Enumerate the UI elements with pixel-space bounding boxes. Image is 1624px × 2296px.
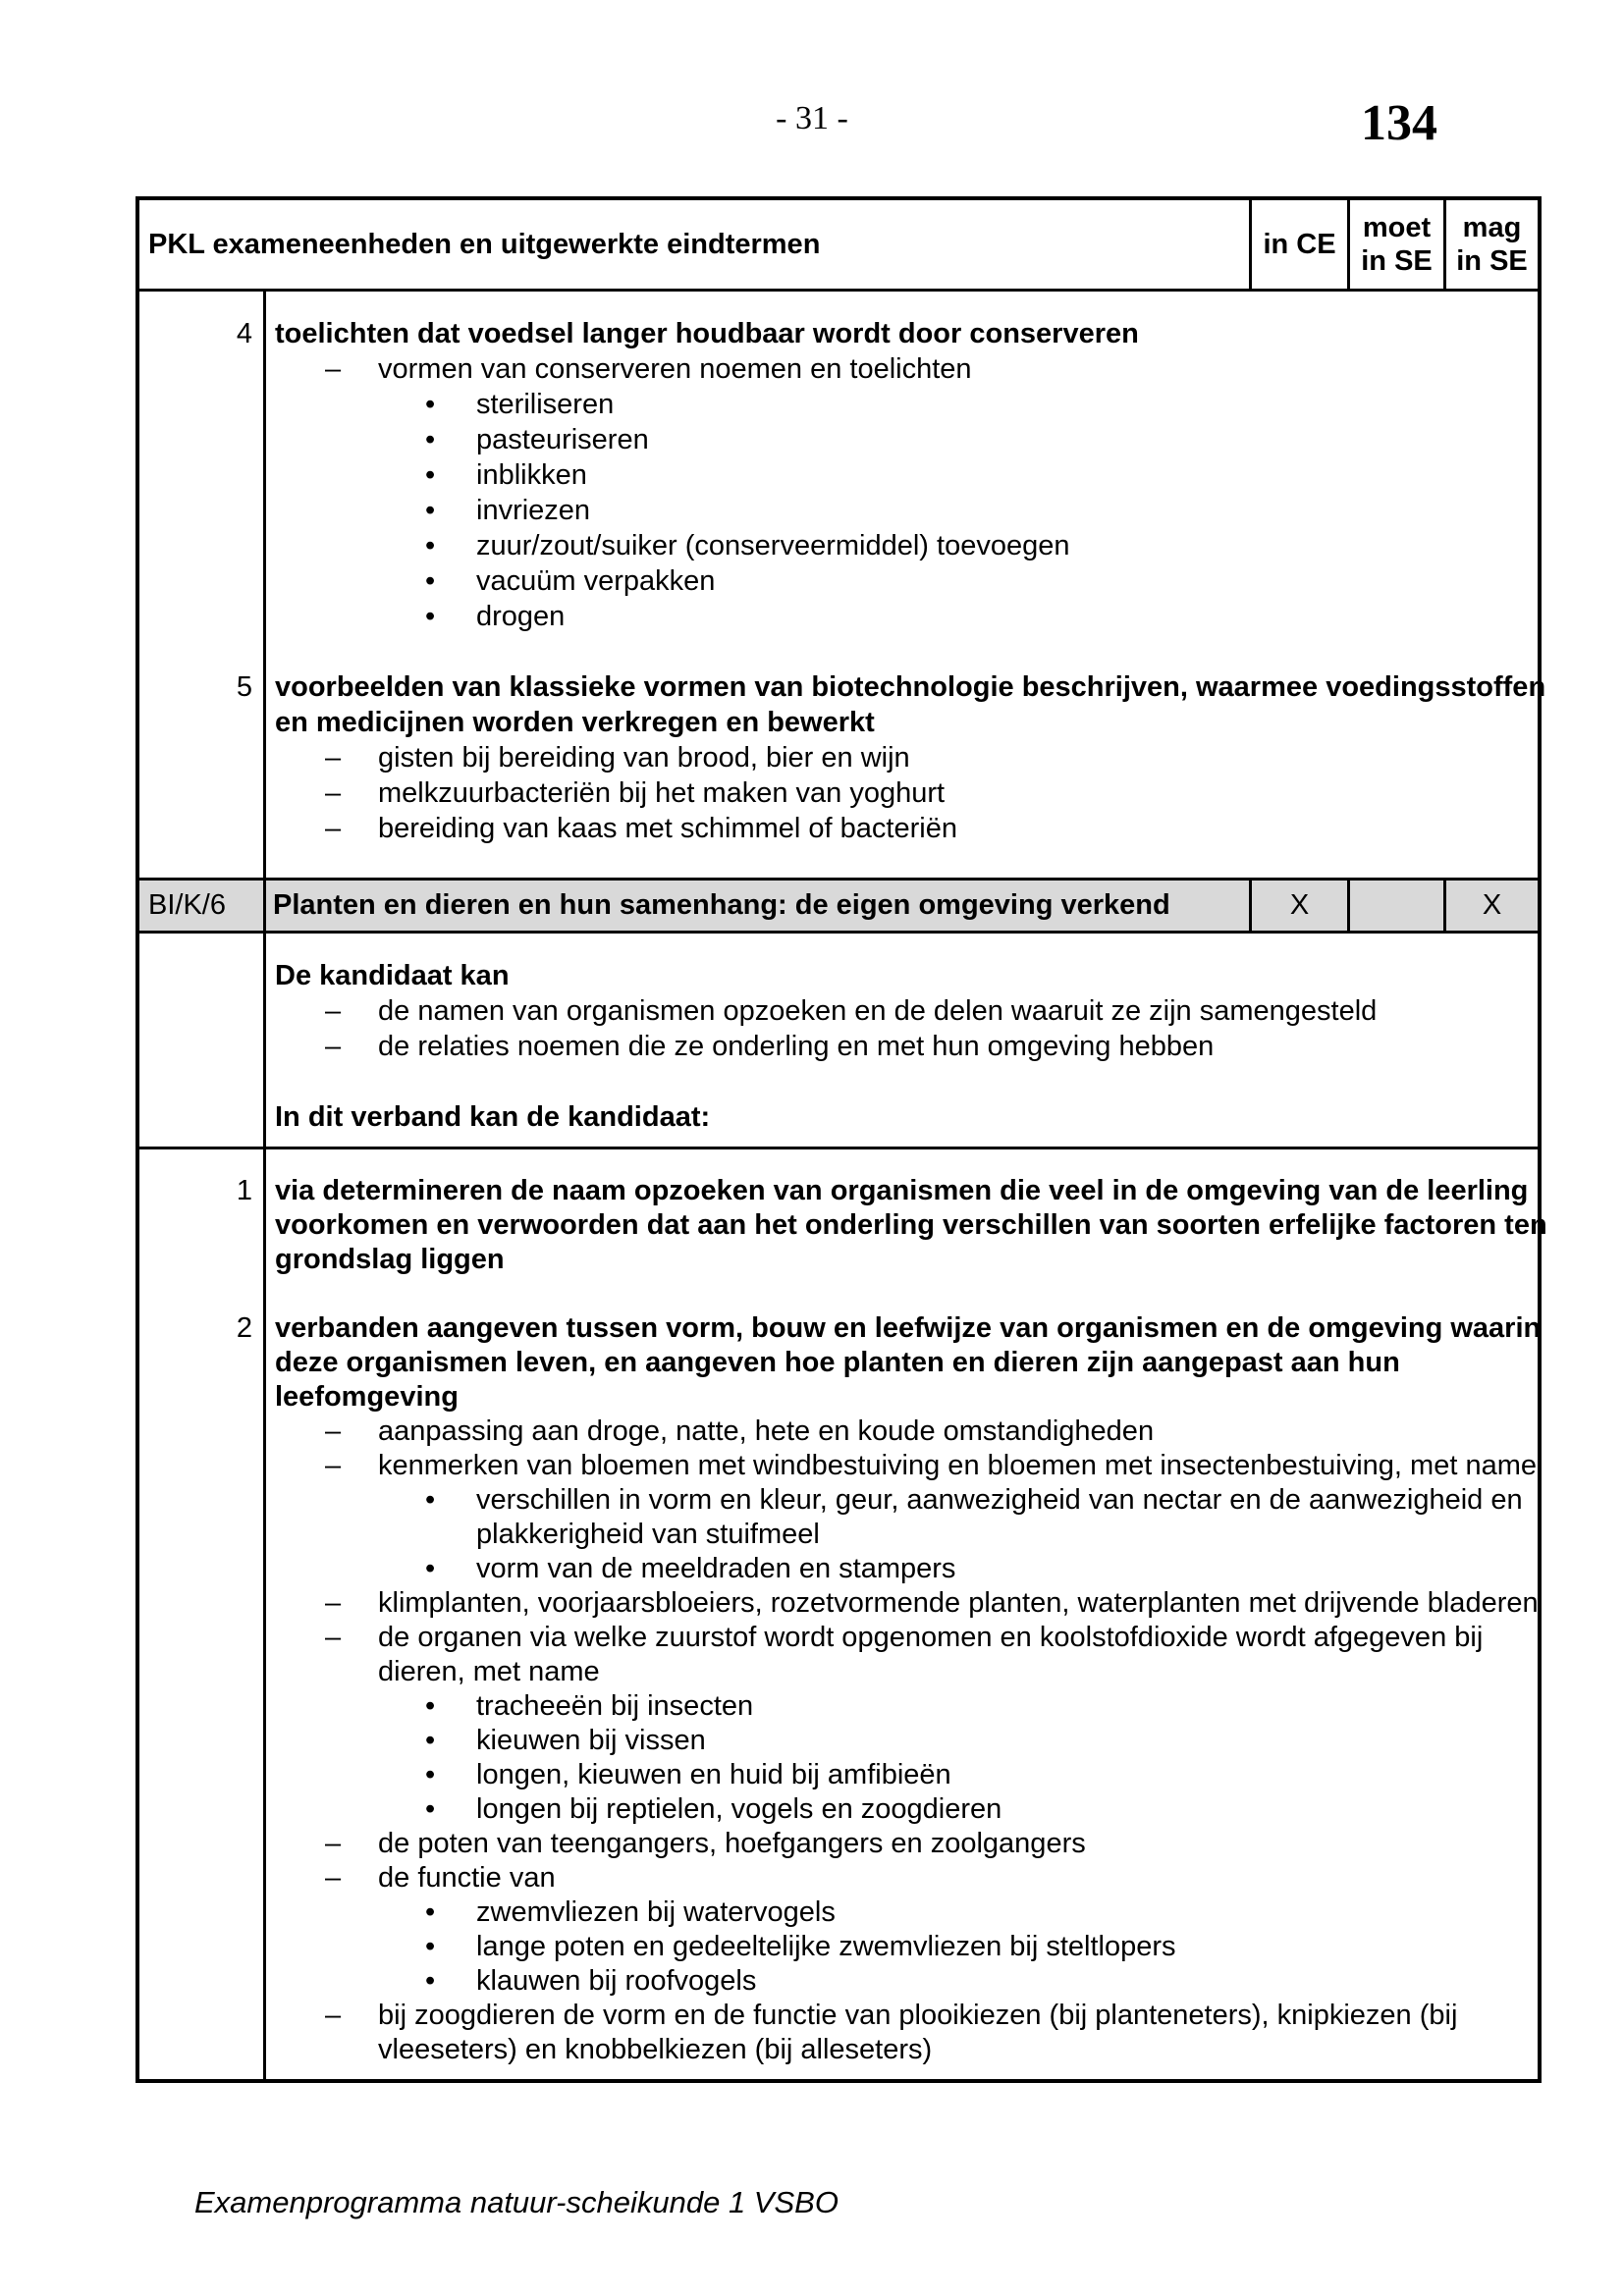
eindterm-entry <box>139 669 1546 846</box>
unit-mag-in-se-mark: X <box>1443 881 1538 931</box>
text-line <box>266 1896 1538 1930</box>
line-text: deze organismen leven, en aangeven hoe planten en dieren zijn aangepast aan hun <box>275 1347 1400 1378</box>
text-line <box>266 1930 1538 1964</box>
line-text: In dit verband kan de kandidaat: <box>275 1101 711 1133</box>
text-line <box>266 993 1538 1029</box>
line-text: drogen <box>476 601 566 632</box>
unit-in-ce-mark: X <box>1249 881 1347 931</box>
line-text: gisten bij bereiding van brood, bier en wijn <box>378 742 910 774</box>
dash-marker: – <box>325 2000 342 2031</box>
text-line <box>266 1689 1538 1724</box>
bullet-marker: • <box>425 530 436 561</box>
line-text: klauwen bij roofvogels <box>476 1965 757 1997</box>
bullet-marker: • <box>425 1484 436 1516</box>
line-text: voorbeelden van klassieke vormen van biotechnologie beschrijven, waarmee voedingsstoffen <box>275 671 1546 703</box>
text-line <box>266 669 1546 705</box>
line-text: kenmerken van bloemen met windbestuiving en bloemen met insectenbestuiving, met name <box>378 1450 1537 1481</box>
eindterm-number: 2 <box>236 1312 252 1344</box>
text-line <box>266 1174 1538 1208</box>
bullet-marker: • <box>425 1793 436 1825</box>
line-text: aanpassing aan droge, natte, hete en koude omstandigheden <box>378 1415 1155 1447</box>
dash-marker: – <box>325 1862 342 1894</box>
text-line <box>266 528 1538 563</box>
dash-marker: – <box>325 813 342 844</box>
line-text: vormen van conserveren noemen en toelichten <box>378 353 972 385</box>
line-text: dieren, met name <box>378 1656 600 1687</box>
eindterm-block <box>139 1147 1547 2079</box>
eindterm-number: 4 <box>236 318 252 349</box>
text-line <box>266 1243 1538 1277</box>
text-line <box>266 1655 1538 1689</box>
line-text: via determineren de naam opzoeken van organismen die veel in de omgeving van de leerling <box>275 1175 1529 1206</box>
bullet-marker: • <box>425 565 436 597</box>
text-line <box>266 1449 1538 1483</box>
column-header-moet-in-se: moet in SE <box>1347 200 1443 289</box>
text-line <box>266 387 1538 422</box>
text-line <box>266 1099 1538 1135</box>
line-text: vorm van de meeldraden en stampers <box>476 1553 956 1584</box>
line-text: leefomgeving <box>275 1381 459 1413</box>
line-text: verschillen in vorm en kleur, geur, aanwezigheid van nectar en de aanwezigheid en <box>476 1484 1523 1516</box>
line-text: inblikken <box>476 459 587 491</box>
line-text: lange poten en gedeeltelijke zwemvliezen bij steltlopers <box>476 1931 1176 1962</box>
dash-marker: – <box>325 1031 342 1062</box>
bullet-marker: • <box>425 1759 436 1790</box>
text-line <box>266 1792 1538 1827</box>
eindterm-block <box>139 292 1546 878</box>
dash-marker: – <box>325 1415 342 1447</box>
line-text: bij zoogdieren de vorm en de functie van plooikiezen (bij planteneters), knipkiezen (bij <box>378 2000 1458 2031</box>
text-line <box>266 958 1538 993</box>
text-line <box>266 811 1538 846</box>
text-line <box>266 351 1538 387</box>
text-line <box>266 599 1538 634</box>
eindterm-block <box>139 934 1538 1147</box>
text-line <box>266 1311 1542 1346</box>
text-line <box>266 1518 1538 1552</box>
text-line <box>266 1964 1538 1999</box>
line-text: bereiding van kaas met schimmel of bacteriën <box>378 813 957 844</box>
line-text: invriezen <box>476 495 591 526</box>
eindterm-number: 5 <box>236 671 252 703</box>
line-text: de organen via welke zuurstof wordt opgenomen en koolstofdioxide wordt afgegeven bij <box>378 1622 1484 1653</box>
bullet-marker: • <box>425 1896 436 1928</box>
text-line <box>266 740 1538 775</box>
bullet-marker: • <box>425 1965 436 1997</box>
text-line <box>266 775 1538 811</box>
bullet-marker: • <box>425 1931 436 1962</box>
text-line <box>266 1724 1538 1758</box>
line-text: toelichten dat voedsel langer houdbaar wordt door conserveren <box>275 318 1139 349</box>
text-line <box>266 563 1538 599</box>
dash-marker: – <box>325 1450 342 1481</box>
line-text: de relaties noemen die ze onderling en met hun omgeving hebben <box>378 1031 1215 1062</box>
line-text: vacuüm verpakken <box>476 565 716 597</box>
eindterm-lines <box>266 316 1538 634</box>
eindtermen-table <box>135 196 1547 2083</box>
bullet-marker: • <box>425 389 436 420</box>
unit-code: BI/K/6 <box>148 889 226 921</box>
dash-marker: – <box>325 1587 342 1619</box>
eindterm-lines <box>266 1174 1547 1277</box>
column-header-in-ce: in CE <box>1249 200 1347 289</box>
line-text: kieuwen bij vissen <box>476 1725 706 1756</box>
text-line <box>266 1483 1538 1518</box>
eindterm-lines <box>266 958 1538 1135</box>
text-line <box>266 1029 1538 1064</box>
text-line <box>266 705 1538 740</box>
line-text: voorkomen en verwoorden dat aan het onderling verschillen van soorten erfelijke factoren ten <box>275 1209 1547 1241</box>
text-line <box>266 2033 1538 2067</box>
line-text: plakkerigheid van stuifmeel <box>476 1519 820 1550</box>
line-text: longen bij reptielen, vogels en zoogdieren <box>476 1793 1002 1825</box>
line-text: en medicijnen worden verkregen en bewerkt <box>275 707 875 738</box>
line-text: De kandidaat kan <box>275 960 510 991</box>
page-number-stamp: 134 <box>1361 95 1437 151</box>
eindterm-entry <box>139 1174 1547 1277</box>
text-line <box>266 457 1538 493</box>
line-text: pasteuriseren <box>476 424 649 455</box>
text-line <box>266 422 1538 457</box>
column-header-mag-in-se: mag in SE <box>1443 200 1538 289</box>
line-text: grondslag liggen <box>275 1244 505 1275</box>
eindterm-entry <box>139 958 1538 1135</box>
dash-marker: – <box>325 1828 342 1859</box>
bullet-marker: • <box>425 1553 436 1584</box>
bullet-marker: • <box>425 495 436 526</box>
line-text: melkzuurbacteriën bij het maken van yoghurt <box>378 777 946 809</box>
dash-marker: – <box>325 1622 342 1653</box>
text-line <box>266 1999 1538 2033</box>
text-line <box>266 1861 1538 1896</box>
text-line <box>266 1586 1538 1621</box>
table-header-row <box>139 200 1538 292</box>
text-line <box>266 1552 1538 1586</box>
text-line <box>266 1415 1538 1449</box>
line-text: zuur/zout/suiker (conserveermiddel) toevoegen <box>476 530 1070 561</box>
page-number-center: - 31 - <box>776 100 848 136</box>
dash-marker: – <box>325 995 342 1027</box>
line-text: de functie van <box>378 1862 556 1894</box>
table-header-title: PKL exameneenheden en uitgewerkte eindtermen <box>148 228 821 260</box>
text-line <box>266 1827 1538 1861</box>
eindterm-entry <box>139 1311 1542 2067</box>
document-footer: Examenprogramma natuur-scheikunde 1 VSBO <box>194 2185 839 2219</box>
eindterm-number: 1 <box>236 1175 252 1206</box>
bullet-marker: • <box>425 1690 436 1722</box>
unit-moet-in-se-mark <box>1347 881 1443 931</box>
line-text: steriliseren <box>476 389 615 420</box>
text-line <box>266 1758 1538 1792</box>
unit-title: Planten en dieren en hun samenhang: de eigen omgeving verkend <box>263 881 1249 931</box>
line-text: zwemvliezen bij watervogels <box>476 1896 836 1928</box>
bullet-marker: • <box>425 1725 436 1756</box>
bullet-marker: • <box>425 459 436 491</box>
line-text: vleeseters) en knobbelkiezen (bij alleseters) <box>378 2034 933 2065</box>
text-line <box>266 1346 1538 1380</box>
eindterm-number <box>139 958 266 1135</box>
line-text: de poten van teengangers, hoefgangers en zoolgangers <box>378 1828 1086 1859</box>
text-line <box>266 1380 1538 1415</box>
dash-marker: – <box>325 742 342 774</box>
line-text: verbanden aangeven tussen vorm, bouw en leefwijze van organismen en de omgeving waarin <box>275 1312 1542 1344</box>
table-body <box>139 292 1547 2079</box>
line-text: klimplanten, voorjaarsbloeiers, rozetvormende planten, waterplanten met drijvende bladeren <box>378 1587 1539 1619</box>
line-text: de namen van organismen opzoeken en de delen waaruit ze zijn samengesteld <box>378 995 1378 1027</box>
text-line <box>266 1621 1538 1655</box>
text-line <box>266 1208 1547 1243</box>
text-line <box>266 316 1538 351</box>
blank-line <box>266 1064 1538 1099</box>
eindterm-entry <box>139 316 1538 634</box>
eindterm-lines <box>266 669 1546 846</box>
dash-marker: – <box>325 353 342 385</box>
exam-unit-row <box>139 878 1538 934</box>
line-text: tracheeën bij insecten <box>476 1690 754 1722</box>
bullet-marker: • <box>425 601 436 632</box>
eindterm-lines <box>266 1311 1542 2067</box>
line-text: longen, kieuwen en huid bij amfibieën <box>476 1759 951 1790</box>
bullet-marker: • <box>425 424 436 455</box>
dash-marker: – <box>325 777 342 809</box>
text-line <box>266 493 1538 528</box>
